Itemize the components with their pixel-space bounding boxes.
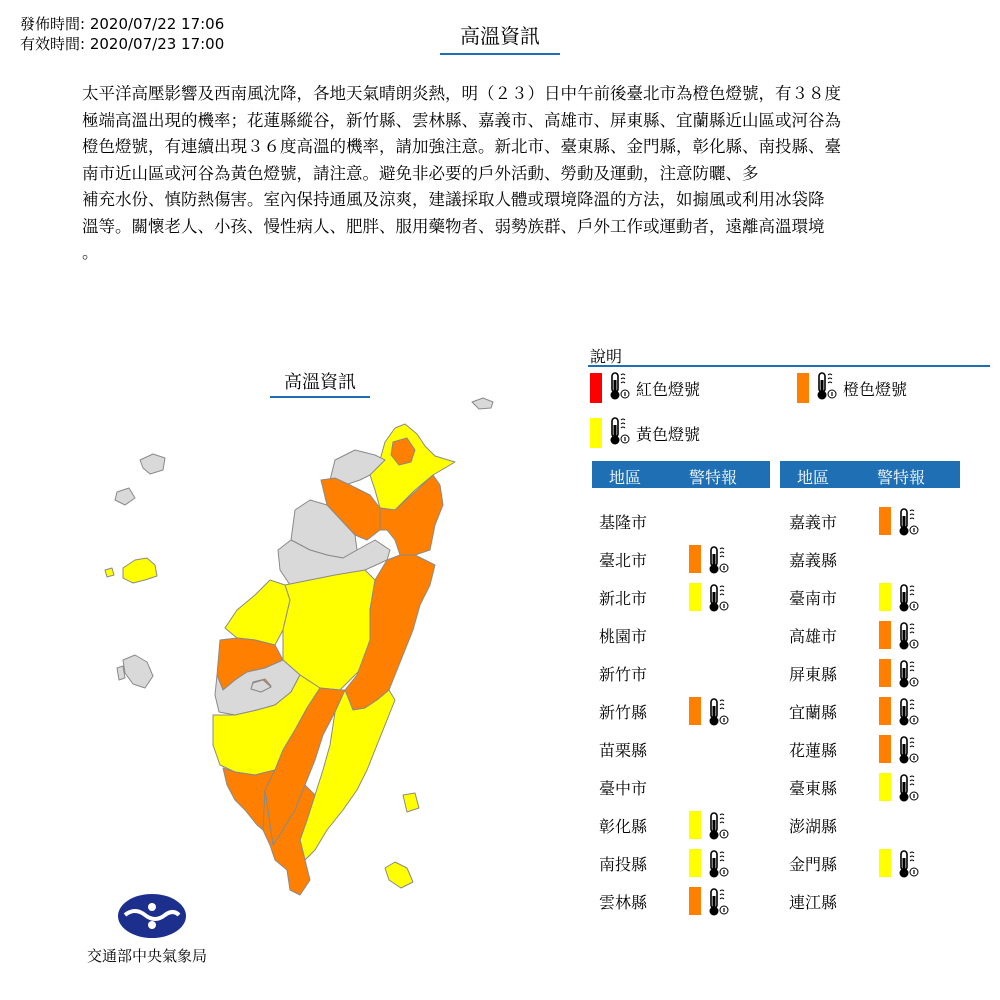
region-name: 南投縣 — [599, 855, 648, 874]
orchid-island — [385, 862, 413, 888]
description-line: 極端高溫出現的機率；花蓮縣縱谷，新竹縣、雲林縣、嘉義市、高雄市、屏東縣、宜蘭縣近山區或河谷為 — [82, 110, 841, 130]
table-row — [789, 730, 969, 768]
thermometer-icon — [897, 583, 919, 617]
table-row — [789, 692, 969, 730]
table-row — [789, 540, 969, 578]
table-row — [789, 844, 969, 882]
table-row — [789, 654, 969, 692]
col-region: 地區 — [609, 468, 642, 487]
region-name: 新竹縣 — [599, 703, 648, 722]
legend-yellow-label: 黃色燈號 — [636, 424, 701, 444]
yellow-swatch — [590, 418, 602, 448]
region-name: 宜蘭縣 — [789, 703, 838, 722]
region-name: 高雄市 — [789, 627, 838, 646]
islet — [472, 398, 493, 409]
thermometer-icon — [897, 697, 919, 731]
table-row — [599, 768, 779, 806]
region-name: 屏東縣 — [789, 665, 838, 684]
region-name: 新竹市 — [599, 665, 648, 684]
agency-name: 交通部中央氣象局 — [87, 947, 208, 965]
penghu-island — [123, 655, 153, 688]
yellow-alert-bar — [879, 583, 891, 611]
table-row — [599, 502, 779, 540]
region-taichung — [225, 580, 290, 645]
yellow-alert-bar — [689, 811, 701, 839]
region-name: 基隆市 — [599, 513, 648, 532]
thermometer-icon — [897, 735, 919, 769]
region-name: 新北市 — [599, 589, 648, 608]
region-name: 桃園市 — [599, 627, 648, 646]
table-header-right — [780, 461, 960, 488]
region-name: 嘉義縣 — [789, 551, 838, 570]
region-name: 雲林縣 — [599, 893, 648, 912]
valid-time: 有效時間: 2020/07/23 17:00 — [20, 35, 225, 53]
thermometer-icon — [608, 416, 630, 450]
table-row — [789, 502, 969, 540]
orange-swatch — [797, 373, 809, 403]
table-row — [789, 578, 969, 616]
table-row — [599, 540, 779, 578]
table-row — [599, 692, 779, 730]
thermometer-icon — [707, 697, 729, 731]
yellow-alert-bar — [879, 849, 891, 877]
thermometer-icon — [707, 849, 729, 883]
table-row — [789, 882, 969, 920]
region-name: 澎湖縣 — [789, 817, 838, 836]
legend-orange — [797, 372, 907, 404]
table-row — [599, 578, 779, 616]
region-name: 彰化縣 — [599, 817, 648, 836]
region-name: 臺南市 — [789, 589, 838, 608]
region-name: 花蓮縣 — [789, 741, 838, 760]
taiwan-map — [95, 390, 505, 900]
issue-time: 發佈時間: 2020/07/22 17:06 — [20, 15, 225, 33]
kinmen-island — [105, 568, 114, 577]
col-alert: 警特報 — [877, 468, 926, 487]
orange-alert-bar — [879, 735, 891, 763]
orange-alert-bar — [689, 697, 701, 725]
thermometer-icon — [897, 849, 919, 883]
yellow-alert-bar — [689, 583, 701, 611]
legend-yellow — [590, 417, 700, 449]
penghu-island — [140, 454, 165, 474]
description-line: 太平洋高壓影響及西南風沈降，各地天氣晴朗炎熱，明（２３）日中午前後臺北市為橙色燈號，有３８度 — [82, 84, 841, 103]
description-line: 溫等。關懷老人、小孩、慢性病人、肥胖、服用藥物者、弱勢族群、戶外工作或運動者，遠離高溫環境 — [82, 216, 825, 236]
thermometer-icon — [608, 371, 630, 405]
orange-alert-bar — [879, 659, 891, 687]
description-line: 橙色燈號，有連續出現３６度高溫的機率，請加強注意。新北市、臺東縣、金門縣，彰化縣、南投縣、臺 — [82, 137, 841, 156]
region-name: 連江縣 — [789, 893, 838, 912]
orange-alert-bar — [879, 621, 891, 649]
legend-heading: 說明 — [590, 347, 623, 366]
kinmen-island — [123, 558, 157, 583]
legend-divider — [588, 365, 990, 367]
thermometer-icon — [897, 659, 919, 693]
yellow-alert-bar — [879, 773, 891, 801]
penghu-island — [117, 666, 125, 680]
penghu-island — [115, 488, 135, 505]
thermometer-icon — [707, 811, 729, 845]
description-line: 南市近山區或河谷為黃色燈號，請注意。避免非必要的戶外活動、勞動及運動，注意防曬、多 — [82, 163, 759, 183]
description-line: 。 — [82, 243, 99, 262]
cwb-logo — [117, 893, 187, 939]
orange-alert-bar — [689, 887, 701, 915]
table-row — [599, 616, 779, 654]
orange-alert-bar — [689, 545, 701, 573]
region-name: 臺東縣 — [789, 779, 838, 798]
table-row — [599, 730, 779, 768]
thermometer-icon — [707, 887, 729, 921]
thermometer-icon — [815, 371, 837, 405]
yellow-alert-bar — [689, 849, 701, 877]
legend-red-label: 紅色燈號 — [636, 379, 701, 399]
thermometer-icon — [897, 621, 919, 655]
region-name: 金門縣 — [789, 855, 838, 874]
thermometer-icon — [897, 773, 919, 807]
thermometer-icon — [707, 545, 729, 579]
region-name: 嘉義市 — [789, 513, 838, 532]
region-name: 臺北市 — [599, 551, 648, 570]
legend-red — [590, 372, 700, 404]
table-row — [599, 654, 779, 692]
col-region: 地區 — [797, 468, 830, 487]
table-row — [599, 844, 779, 882]
orange-alert-bar — [879, 697, 891, 725]
region-name: 臺中市 — [599, 779, 648, 798]
col-alert: 警特報 — [689, 468, 738, 487]
table-row — [599, 806, 779, 844]
thermometer-icon — [707, 583, 729, 617]
map-title: 高溫資訊 — [270, 368, 370, 398]
table-header-left — [592, 461, 770, 488]
green-island — [403, 793, 419, 812]
table-row — [789, 768, 969, 806]
description-line: 補充水份、慎防熱傷害。室內保持通風及涼爽，建議採取人體或環境降溫的方法，如搧風或利用冰袋降 — [82, 190, 825, 209]
legend-orange-label: 橙色燈號 — [843, 379, 908, 399]
page-title: 高溫資訊 — [440, 20, 560, 55]
table-row — [599, 882, 779, 920]
thermometer-icon — [897, 507, 919, 541]
table-row — [789, 806, 969, 844]
description — [82, 81, 912, 267]
orange-alert-bar — [879, 507, 891, 535]
red-swatch — [590, 373, 602, 403]
table-row — [789, 616, 969, 654]
region-name: 苗栗縣 — [599, 741, 648, 760]
